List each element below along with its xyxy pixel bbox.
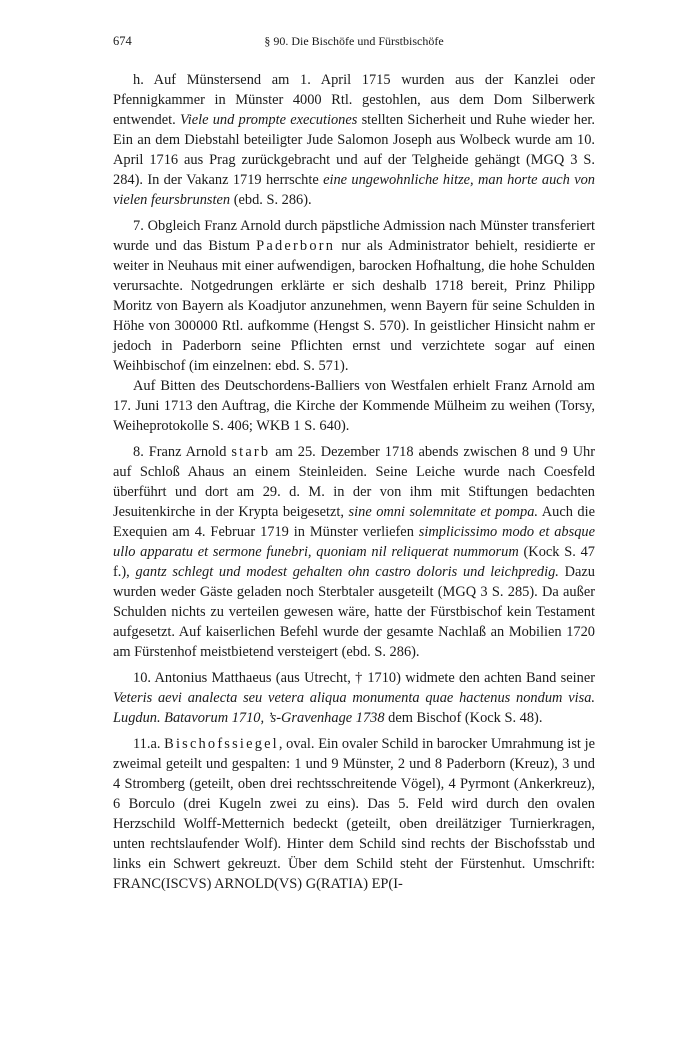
text-span: Auch die Exequien am 4. Februar 1719 in Münster verliefen bbox=[113, 504, 596, 540]
italic-title: Veteris aevi analecta seu vetera aliqua monumenta quae hactenus nondum visa. Lugdun. Batavorum 1710, ’s-Gravenhage 1738 bbox=[113, 690, 595, 726]
spaced-term: Paderborn bbox=[256, 238, 336, 254]
italic-quote: Viele und prompte executiones bbox=[179, 112, 358, 128]
text-span: 10. Antonius Matthaeus (aus Utrecht, † 1710) widmete den achten Band seiner bbox=[133, 670, 595, 686]
text-span: 7. Obgleich Franz Arnold durch päpstliche Admission nach Münster transferiert wurde und das Bistum bbox=[113, 218, 595, 254]
spaced-term: Bischofssiegel bbox=[164, 736, 279, 752]
italic-quote: gantz schlegt und modest gehalten ohn castro doloris und leichpredig. bbox=[135, 564, 559, 580]
paragraph-7 bbox=[113, 216, 595, 376]
text-span: , oval. Ein ovaler Schild in barocker Umrahmung ist je zweimal geteilt und gespalten: 1 und 9 Münster, 2 und 8 Paderborn (Kreuz), 3 und 4 Stromberg (geteilt, oben drei rechtsschreitende Vögel), 4 Pyrmont (Ankerkreuz), 6 Borculo (drei Kugeln zwei zu eins). Das 5. Feld wird durch den ovalen Herzschild Wolff-Metternich bedeckt (geteilt, oben dreilätziger Turnierkragen, unten rechtslaufender Wolf). Hinter dem Schild sind rechts der Bischofsstab und links ein Schwert gekreuzt. Über dem Schild steht der Fürstenhut. Umschrift: FRANC(ISCVS) ARNOLD(VS) G(RATIA) EP(I- bbox=[113, 736, 595, 892]
paragraph-10 bbox=[113, 668, 595, 728]
text-span: h. Auf Münstersend am 1. April 1715 wurden aus der Kanzlei oder Pfennigkammer in Münster 4000 Rtl. gestohlen, aus dem Dom Silberwerk entwendet. bbox=[113, 72, 595, 128]
italic-quote: sine omni solemnitate et pompa. bbox=[348, 504, 539, 520]
paragraph-11a bbox=[113, 734, 595, 894]
paragraph-h bbox=[113, 70, 595, 210]
running-head: § 90. Die Bischöfe und Fürstbischöfe bbox=[264, 34, 444, 48]
spaced-term: starb bbox=[231, 444, 271, 460]
page-number: 674 bbox=[113, 34, 132, 48]
text-span: Auf Bitten des Deutschordens-Balliers von Westfalen erhielt Franz Arnold am 17. Juni 1713 den Auftrag, die Kirche der Kommende Mülheim zu weihen (Torsy, Weiheprotokolle S. 406; WKB 1 S. 640). bbox=[113, 378, 595, 434]
italic-quote: simplicissimo modo et absque ullo apparatu et sermone funebri, quoniam nil reliquerat nummorum bbox=[113, 524, 596, 560]
text-span: dem Bischof (Kock S. 48). bbox=[384, 710, 543, 726]
text-span: (ebd. S. 286). bbox=[230, 192, 312, 208]
text-span: Dazu wurden weder Gäste geladen noch Sterbtaler ausgeteilt (MGQ 3 S. 285). Da außer Schulden nichts zu verteilen gewesen wäre, hatte der Fürstbischof kein Testament aufgesetzt. Auf kaiserlichen Befehl wurde der gesamte Nachlaß an Mobilien 1720 am Fürstenhof meistbietend versteigert (ebd. S. 286). bbox=[113, 564, 595, 660]
text-span: 8. Franz Arnold bbox=[133, 444, 232, 460]
text-span: (Kock S. 47 f.), bbox=[113, 544, 596, 580]
text-span: am 25. Dezember 1718 abends zwischen 8 und 9 Uhr auf Schloß Ahaus an einem Steinleiden. Seine Leiche wurde nach Coesfeld überführt und dort am 29. d. M. in der von ihm mit Stiftungen bedachten Jesuitenkirche in der Krypta beigesetzt, bbox=[113, 444, 596, 520]
text-span: 11.a. bbox=[133, 736, 165, 752]
page-header bbox=[113, 30, 595, 50]
paragraph-7-continued bbox=[113, 376, 595, 436]
text-span: nur als Administrator behielt, residierte er weiter in Neuhaus mit einer aufwendigen, barocken Hofhaltung, die hohe Schulden verursachte. Notgedrungen erklärte er sich deshalb 1718 bereit, Prinz Philipp Moritz von Bayern als Koadjutor anzunehmen, wenn Bayern für seine Schulden in Höhe von 300000 Rtl. aufkomme (Hengst S. 570). In geistlicher Hinsicht nahm er jedoch in Paderborn seine Pflichten ernst und verzichtete sogar auf einen Weihbischof (im einzelnen: ebd. S. 571). bbox=[113, 238, 595, 374]
paragraph-8 bbox=[113, 442, 595, 662]
body-text bbox=[113, 70, 595, 894]
italic-quote: eine ungewohnliche hitze, man horte auch von vielen feursbrunsten bbox=[113, 172, 595, 208]
text-span: stellten Sicherheit und Ruhe wieder her. Ein an dem Diebstahl beteiligter Jude Salomon Joseph aus Wolbeck wurde am 10. April 1716 aus Prag zurückgebracht und auf der Telgheide gehängt (MGQ 3 S. 284). In der Vakanz 1719 herrschte bbox=[113, 112, 595, 188]
